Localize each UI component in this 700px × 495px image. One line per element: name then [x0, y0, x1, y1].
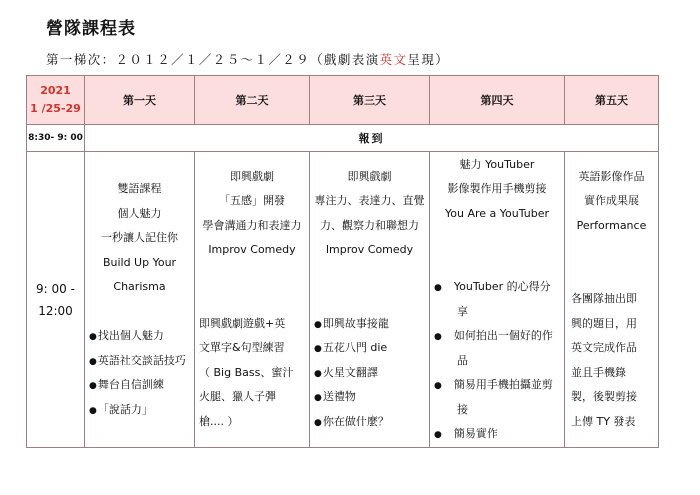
session-time-cell [27, 152, 85, 448]
activity-item: ● 你在做什麼？ [310, 410, 429, 435]
activity-item: ● YouTuber 的心得分 [430, 275, 564, 300]
course-title: 即興戲劇 [347, 169, 392, 183]
subtitle-prefix: 第一梯次：２０１２／１／２５～１／２９（戲劇表演 [46, 52, 380, 67]
course-line: 個人魅力 [117, 206, 162, 220]
day4-content [430, 152, 565, 448]
activity-text: （ Big Bass、蜜汁 [199, 365, 294, 379]
activity-item: ● 火星文翻譯 [310, 361, 429, 386]
course-line: 學會溝通力和表達力 [202, 218, 302, 232]
course-line: Charisma [113, 280, 166, 293]
course-title: 英語影像作品 [578, 169, 645, 183]
activity-item-continued: 享 [457, 304, 468, 318]
activity-item-continued: 接 [457, 402, 468, 416]
activity-item: ● 五花八門 die [310, 336, 429, 361]
course-title: 雙語課程 [117, 182, 162, 195]
day-header: 第四天 [430, 76, 565, 125]
course-line: You Are a YouTuber [444, 206, 550, 220]
activity-item: ● 找出個人魅力 [85, 324, 194, 349]
activity-text: 文單字&句型練習 [199, 341, 285, 355]
activity-text: 各團隊抽出即 [571, 292, 637, 306]
activity-text: 製，後製剪接 [571, 390, 637, 404]
day-header: 第二天 [195, 76, 310, 125]
activity-text: 並且手機錄 [571, 365, 626, 379]
subtitle-suffix: 呈現） [407, 52, 450, 67]
course-line: 一秒讓人記住你 [101, 231, 178, 244]
course-line: 影像製作用手機剪接 [447, 182, 547, 195]
activity-text: 即興戲劇遊戲+英 [199, 316, 286, 330]
course-title: 魅力 YouTuber [459, 157, 535, 171]
activity-text: 槍.... ） [199, 414, 239, 428]
course-line: 實作成果展 [584, 194, 639, 208]
day-header: 第五天 [565, 76, 659, 125]
activity-item: ● 「說話力」 [85, 398, 194, 423]
activity-item: ● 即興故事接龍 [310, 312, 429, 337]
course-line: 「五感」開發 [219, 194, 285, 208]
header-row [27, 76, 659, 125]
page-title: 營隊課程表 [46, 19, 136, 39]
session-subtitle [46, 50, 449, 68]
session-row [27, 152, 659, 448]
registration-label: 報到 [85, 125, 659, 152]
registration-row [27, 125, 659, 152]
course-line: 力、觀察力和聯想力 [320, 218, 419, 232]
schedule-table [26, 75, 659, 448]
day5-content [565, 152, 659, 448]
course-line: Build Up Your [102, 255, 177, 269]
activity-text: 火腿、獵人子彈 [199, 390, 276, 404]
registration-time: 8:30- 9: 00 [27, 125, 85, 152]
day1-content [85, 152, 195, 448]
activity-item-continued: 品 [457, 353, 468, 367]
course-line: Improv Comedy [325, 243, 414, 257]
course-title: 即興戲劇 [230, 169, 274, 183]
course-line: Performance [576, 218, 647, 232]
course-line: 專注力、表達力、直覺 [314, 194, 425, 208]
activity-text: 英文完成作品 [571, 341, 637, 355]
activity-text: 上傳 TY 發表 [571, 414, 636, 428]
date-corner-cell [27, 76, 85, 125]
session-time-start: 9: 00 - [36, 281, 75, 296]
activity-item: ● 簡易用手機拍攝並剪 [430, 373, 564, 398]
day2-content [195, 152, 310, 448]
corner-year: 2021 [40, 84, 71, 97]
subtitle-highlight: 英文 [379, 52, 408, 67]
session-time-end: 12:00 [38, 303, 73, 318]
day-header: 第一天 [85, 76, 195, 125]
activity-item: ● 舞台自信訓練 [85, 373, 194, 398]
activity-item: ● 英語社交談話技巧 [85, 349, 194, 374]
corner-dates: 1 /25-29 [30, 102, 81, 115]
day-header: 第三天 [310, 76, 430, 125]
activity-text: 興的題目，用 [571, 316, 637, 330]
activity-item: ● 送禮物 [310, 385, 429, 410]
activity-item: ● 如何拍出一個好的作 [430, 324, 564, 349]
activity-item: ● 簡易實作 [430, 422, 564, 447]
course-line: Improv Comedy [208, 243, 296, 257]
day3-content [310, 152, 430, 448]
